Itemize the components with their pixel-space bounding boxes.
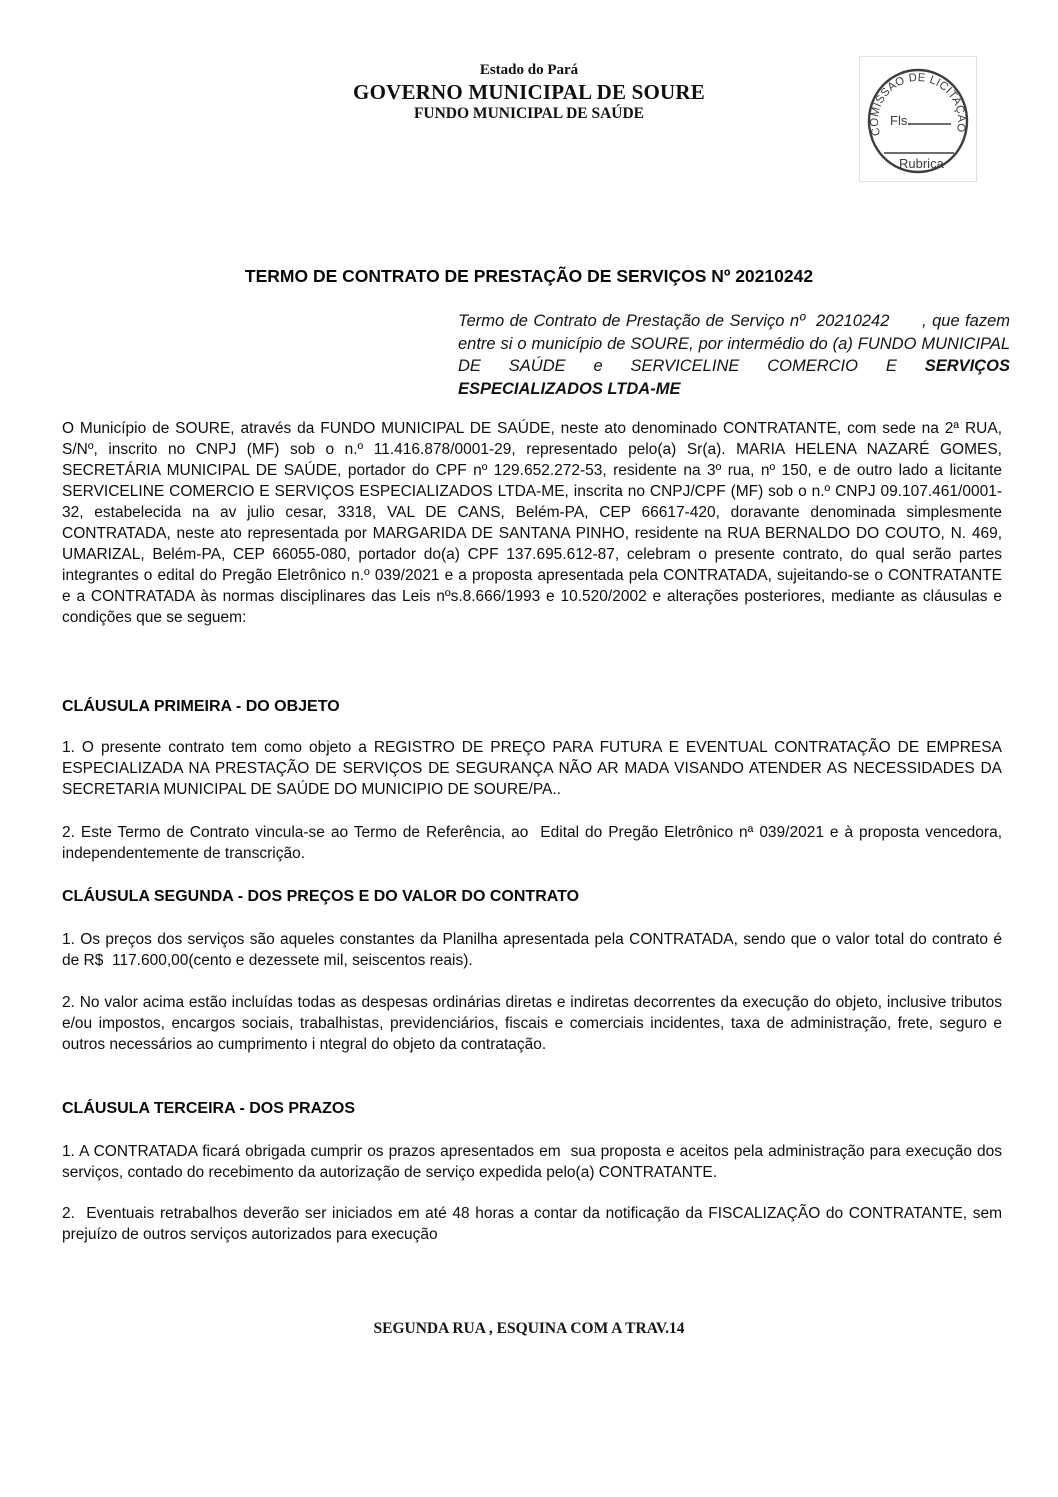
clause-2-heading: CLÁUSULA SEGUNDA - DOS PREÇOS E DO VALOR DO CONTRATO xyxy=(62,888,580,905)
header-state: Estado do Pará xyxy=(479,62,579,78)
document-footer-address: SEGUNDA RUA , ESQUINA COM A TRAV.14 xyxy=(373,1320,685,1337)
header-government: GOVERNO MUNICIPAL DE SOURE xyxy=(353,80,705,104)
stamp-seal-icon xyxy=(860,57,978,183)
stamp-ring-text: COMISSÃO DE LICITAÇÃO xyxy=(868,71,968,138)
svg-text:COMISSÃO DE LICITAÇÃO xyxy=(869,72,968,137)
header-department: FUNDO MUNICIPAL DE SAÚDE xyxy=(413,105,645,122)
preamble-text: Termo de Contrato de Prestação de Serviço nº 20210242 , que fazem entre si o município de SOURE, por intermédio do (a) FUNDO MUNICIPAL DE SAÚDE e SERVICELINE COMERCIO E xyxy=(458,312,1015,375)
intro-paragraph: O Município de SOURE, através da FUNDO MUNICIPAL DE SAÚDE, neste ato denominado CONTRATANTE, com sede na 2ª RUA, S/Nº, inscrito no CNPJ (MF) sob o n.º 11.416.878/0001-29, representado pelo(a) Sr(a). MARIA HELENA NAZARÉ GOMES, SECRETÁRIA MUNICIPAL DE SAÚDE, portador do CPF nº 129.652.272-53, residente na 3º rua, nº 150, e de outro lado a licitante SERVICELINE COMERCIO E SERVIÇOS ESPECIALIZADOS LTDA-ME, inscrita no CNPJ/CPF (MF) sob o n.º CNPJ 09.107.461/0001-32, estabelecida na av julio cesar, 3318, VAL DE CANS, Belém-PA, CEP 66617-420, doravante denominada simplesmente CONTRATADA, neste ato representada por MARGARIDA DE SANTANA PINHO, residente na RUA BERNALDO DO COUTO, N. 469, UMARIZAL, Belém-PA, CEP 66055-080, portador do(a) CPF 137.695.612-87, celebram o presente contrato, do qual serão partes integrantes o edital do Pregão Eletrônico n.º 039/2021 e a proposta apresentada pela CONTRATADA, sujeitando-se o CONTRATANTE e a CONTRATADA às normas disciplinares das Leis nºs.8.666/1993 e 10.520/2002 e alterações posteriores, mediante as cláusulas e condições que se seguem: xyxy=(62,420,1015,626)
clause-3-paragraph-1: 1. A CONTRATADA ficará obrigada cumprir os prazos apresentados em sua proposta e aceitos pela administração para execução dos serviços, contado do recebimento da autorização de serviço expedida pelo(a) CONTRATANTE. xyxy=(62,1143,1007,1181)
clause-3-heading: CLÁUSULA TERCEIRA - DOS PRAZOS xyxy=(62,1100,356,1117)
stamp-fls-label: Fls. xyxy=(890,113,911,128)
clause-2-paragraph-2: 2. No valor acima estão incluídas todas as despesas ordinárias diretas e indiretas decorrentes da execução do objeto, inclusive tributos e/ou impostos, encargos sociais, trabalhistas, previdenciários, fiscais e comerciais incidentes, taxa de administração, frete, seguro e outros necessários ao cumprimento i ntegral do objeto da contratação. xyxy=(62,994,1007,1053)
preamble-company-name: SERVIÇOS ESPECIALIZADOS LTDA-ME xyxy=(458,357,1015,398)
clause-2-paragraph-1: 1. Os preços dos serviços são aqueles constantes da Planilha apresentada pela CONTRATADA, sendo que o valor total do contrato é de R$ 117.600,00(cento e dezessete mil, seiscentos reais). xyxy=(62,931,1007,969)
clause-3-paragraph-2: 2. Eventuais retrabalhos deverão ser iniciados em até 48 horas a contar da notificação da FISCALIZAÇÃO do CONTRATANTE, sem prejuízo de outros serviços autorizados para execução xyxy=(62,1205,1007,1243)
contract-preamble xyxy=(458,310,1015,400)
licitacao-stamp xyxy=(859,56,977,182)
clause-1-paragraph-2: 2. Este Termo de Contrato vincula-se ao Termo de Referência, ao Edital do Pregão Eletrônico nª 039/2021 e à proposta vencedora, independentemente de transcrição. xyxy=(62,824,1007,862)
clause-1-heading: CLÁUSULA PRIMEIRA - DO OBJETO xyxy=(62,698,340,715)
contract-title: TERMO DE CONTRATO DE PRESTAÇÃO DE SERVIÇOS Nº 20210242 xyxy=(244,266,814,286)
stamp-rubrica-label: Rubrica xyxy=(899,156,944,171)
clause-1-paragraph-1: 1. O presente contrato tem como objeto a REGISTRO DE PREÇO PARA FUTURA E EVENTUAL CONTRATAÇÃO DE EMPRESA ESPECIALIZADA NA PRESTAÇÃO DE SERVIÇOS DE SEGURANÇA NÃO AR MADA VISANDO ATENDER AS NECESSIDADES DA SECRETARIA MUNICIPAL DE SAÚDE DO MUNICIPIO DE SOURE/PA.. xyxy=(62,739,1007,798)
